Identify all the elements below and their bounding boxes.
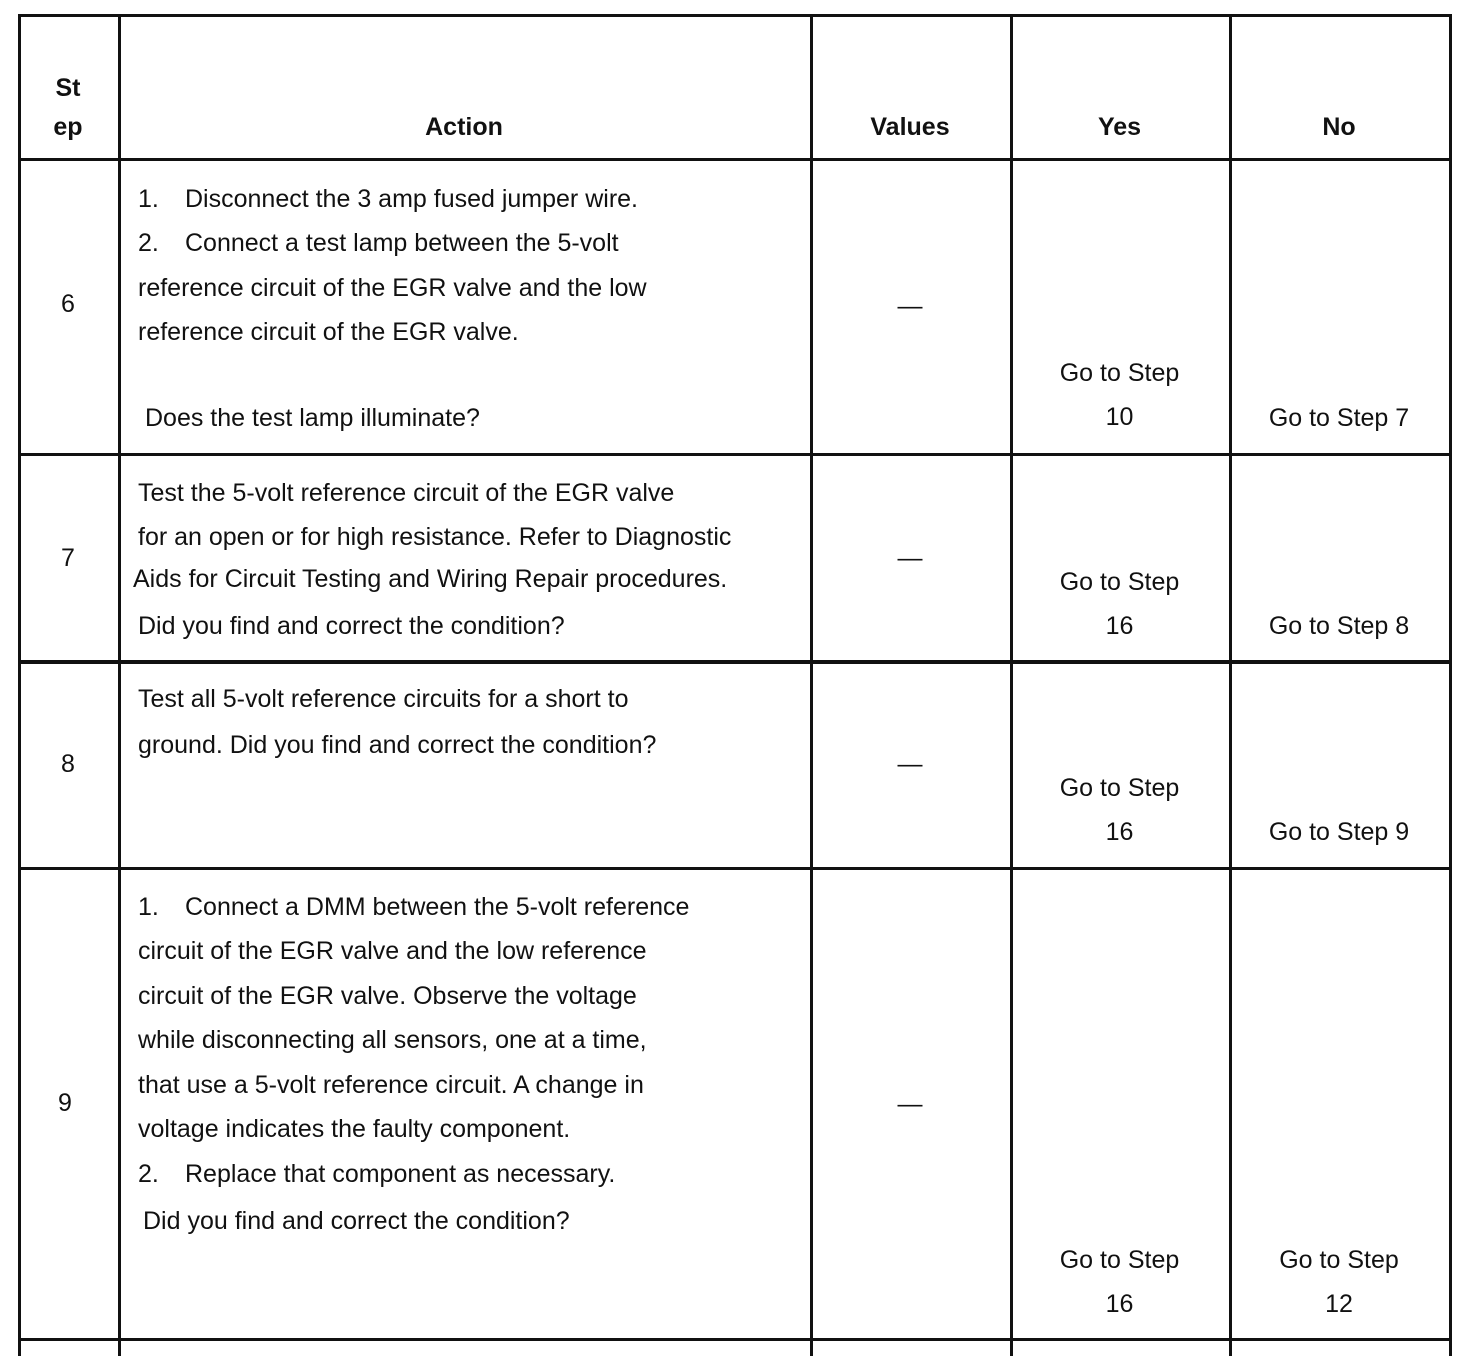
- grid-line: [1449, 14, 1452, 1356]
- values-cell: —: [897, 544, 923, 572]
- grid-line: [810, 14, 813, 1356]
- goto-line: 12: [1325, 1290, 1353, 1318]
- action-line: Did you find and correct the condition?: [138, 612, 565, 640]
- yes-goto: [1010, 1238, 1229, 1326]
- header-step: [18, 69, 118, 147]
- no-goto: [1229, 396, 1449, 440]
- grid-line: [1010, 14, 1013, 1356]
- goto-line: Go to Step: [1059, 359, 1180, 387]
- grid-line: [18, 158, 1452, 161]
- action-line: Test the 5-volt reference circuit of the EGR valve: [138, 479, 675, 507]
- action-line: that use a 5-volt reference circuit. A change in: [138, 1071, 644, 1099]
- goto-line: Go to Step: [1059, 1246, 1180, 1274]
- action-line: reference circuit of the EGR valve.: [138, 318, 519, 346]
- goto-line: 10: [1105, 403, 1134, 431]
- action-line: Aids for Circuit Testing and Wiring Repair procedures.: [133, 565, 728, 593]
- goto-line: 16: [1105, 818, 1134, 846]
- list-number: 1.: [138, 185, 159, 213]
- action-line: while disconnecting all sensors, one at a time,: [138, 1026, 647, 1054]
- action-line-text: Connect a test lamp between the 5-volt: [185, 229, 619, 257]
- values-cell: —: [897, 292, 923, 320]
- action-line: [138, 221, 619, 266]
- no-goto: [1229, 1238, 1449, 1326]
- action-line: [138, 885, 689, 930]
- action-line: ground. Did you find and correct the condition?: [138, 731, 657, 759]
- action-line: for an open or for high resistance. Refer to Diagnostic: [138, 523, 732, 551]
- step-number: 6: [61, 290, 75, 318]
- goto-line: 16: [1105, 612, 1134, 640]
- action-line-text: Replace that component as necessary.: [185, 1160, 616, 1188]
- step-number: 7: [61, 544, 75, 572]
- grid-line: [18, 14, 1452, 17]
- action-line: [138, 1152, 615, 1197]
- action-line: Did you find and correct the condition?: [143, 1207, 570, 1235]
- goto-line: Go to Step: [1279, 1246, 1399, 1274]
- action-line: voltage indicates the faulty component.: [138, 1115, 571, 1143]
- header-action: Action: [425, 113, 503, 141]
- values-cell: —: [897, 750, 923, 778]
- action-line-text: Disconnect the 3 amp fused jumper wire.: [185, 185, 638, 213]
- action-line: reference circuit of the EGR valve and the low: [138, 274, 647, 302]
- header-yes: Yes: [1097, 113, 1142, 141]
- goto-line: Go to Step: [1059, 568, 1180, 596]
- grid-line: [18, 1338, 1452, 1341]
- action-line-text: Connect a DMM between the 5-volt reference: [185, 893, 690, 921]
- goto-line: Go to Step 9: [1268, 818, 1410, 846]
- list-number: 2.: [138, 1160, 159, 1188]
- yes-goto: [1010, 766, 1229, 854]
- yes-goto: [1010, 351, 1229, 439]
- goto-line: 16: [1105, 1290, 1134, 1318]
- action-line: circuit of the EGR valve. Observe the voltage: [138, 982, 637, 1010]
- grid-line: [18, 660, 1452, 664]
- step-number: 8: [61, 750, 75, 778]
- goto-line: Go to Step 7: [1268, 404, 1410, 432]
- header-step-line2: ep: [53, 113, 83, 141]
- grid-line: [18, 453, 1452, 456]
- action-line: Does the test lamp illuminate?: [145, 404, 480, 432]
- yes-goto: [1010, 560, 1229, 648]
- no-goto: [1229, 810, 1449, 854]
- action-line: circuit of the EGR valve and the low reference: [138, 937, 647, 965]
- header-values: Values: [870, 113, 950, 141]
- action-line: Test all 5-volt reference circuits for a short to: [138, 685, 629, 713]
- diagnostic-table: [18, 14, 1452, 1356]
- values-cell: —: [897, 1090, 923, 1118]
- grid-line: [118, 14, 121, 1356]
- grid-line: [18, 14, 21, 1356]
- goto-line: Go to Step 8: [1268, 612, 1410, 640]
- header-no: No: [1322, 113, 1356, 141]
- list-number: 1.: [138, 893, 159, 921]
- step-number: 9: [58, 1089, 72, 1117]
- no-goto: [1229, 604, 1449, 648]
- grid-line: [1229, 14, 1232, 1356]
- list-number: 2.: [138, 229, 159, 257]
- header-step-line1: St: [55, 74, 81, 102]
- goto-line: Go to Step: [1059, 774, 1180, 802]
- grid-line: [18, 867, 1452, 870]
- action-line: [138, 177, 638, 222]
